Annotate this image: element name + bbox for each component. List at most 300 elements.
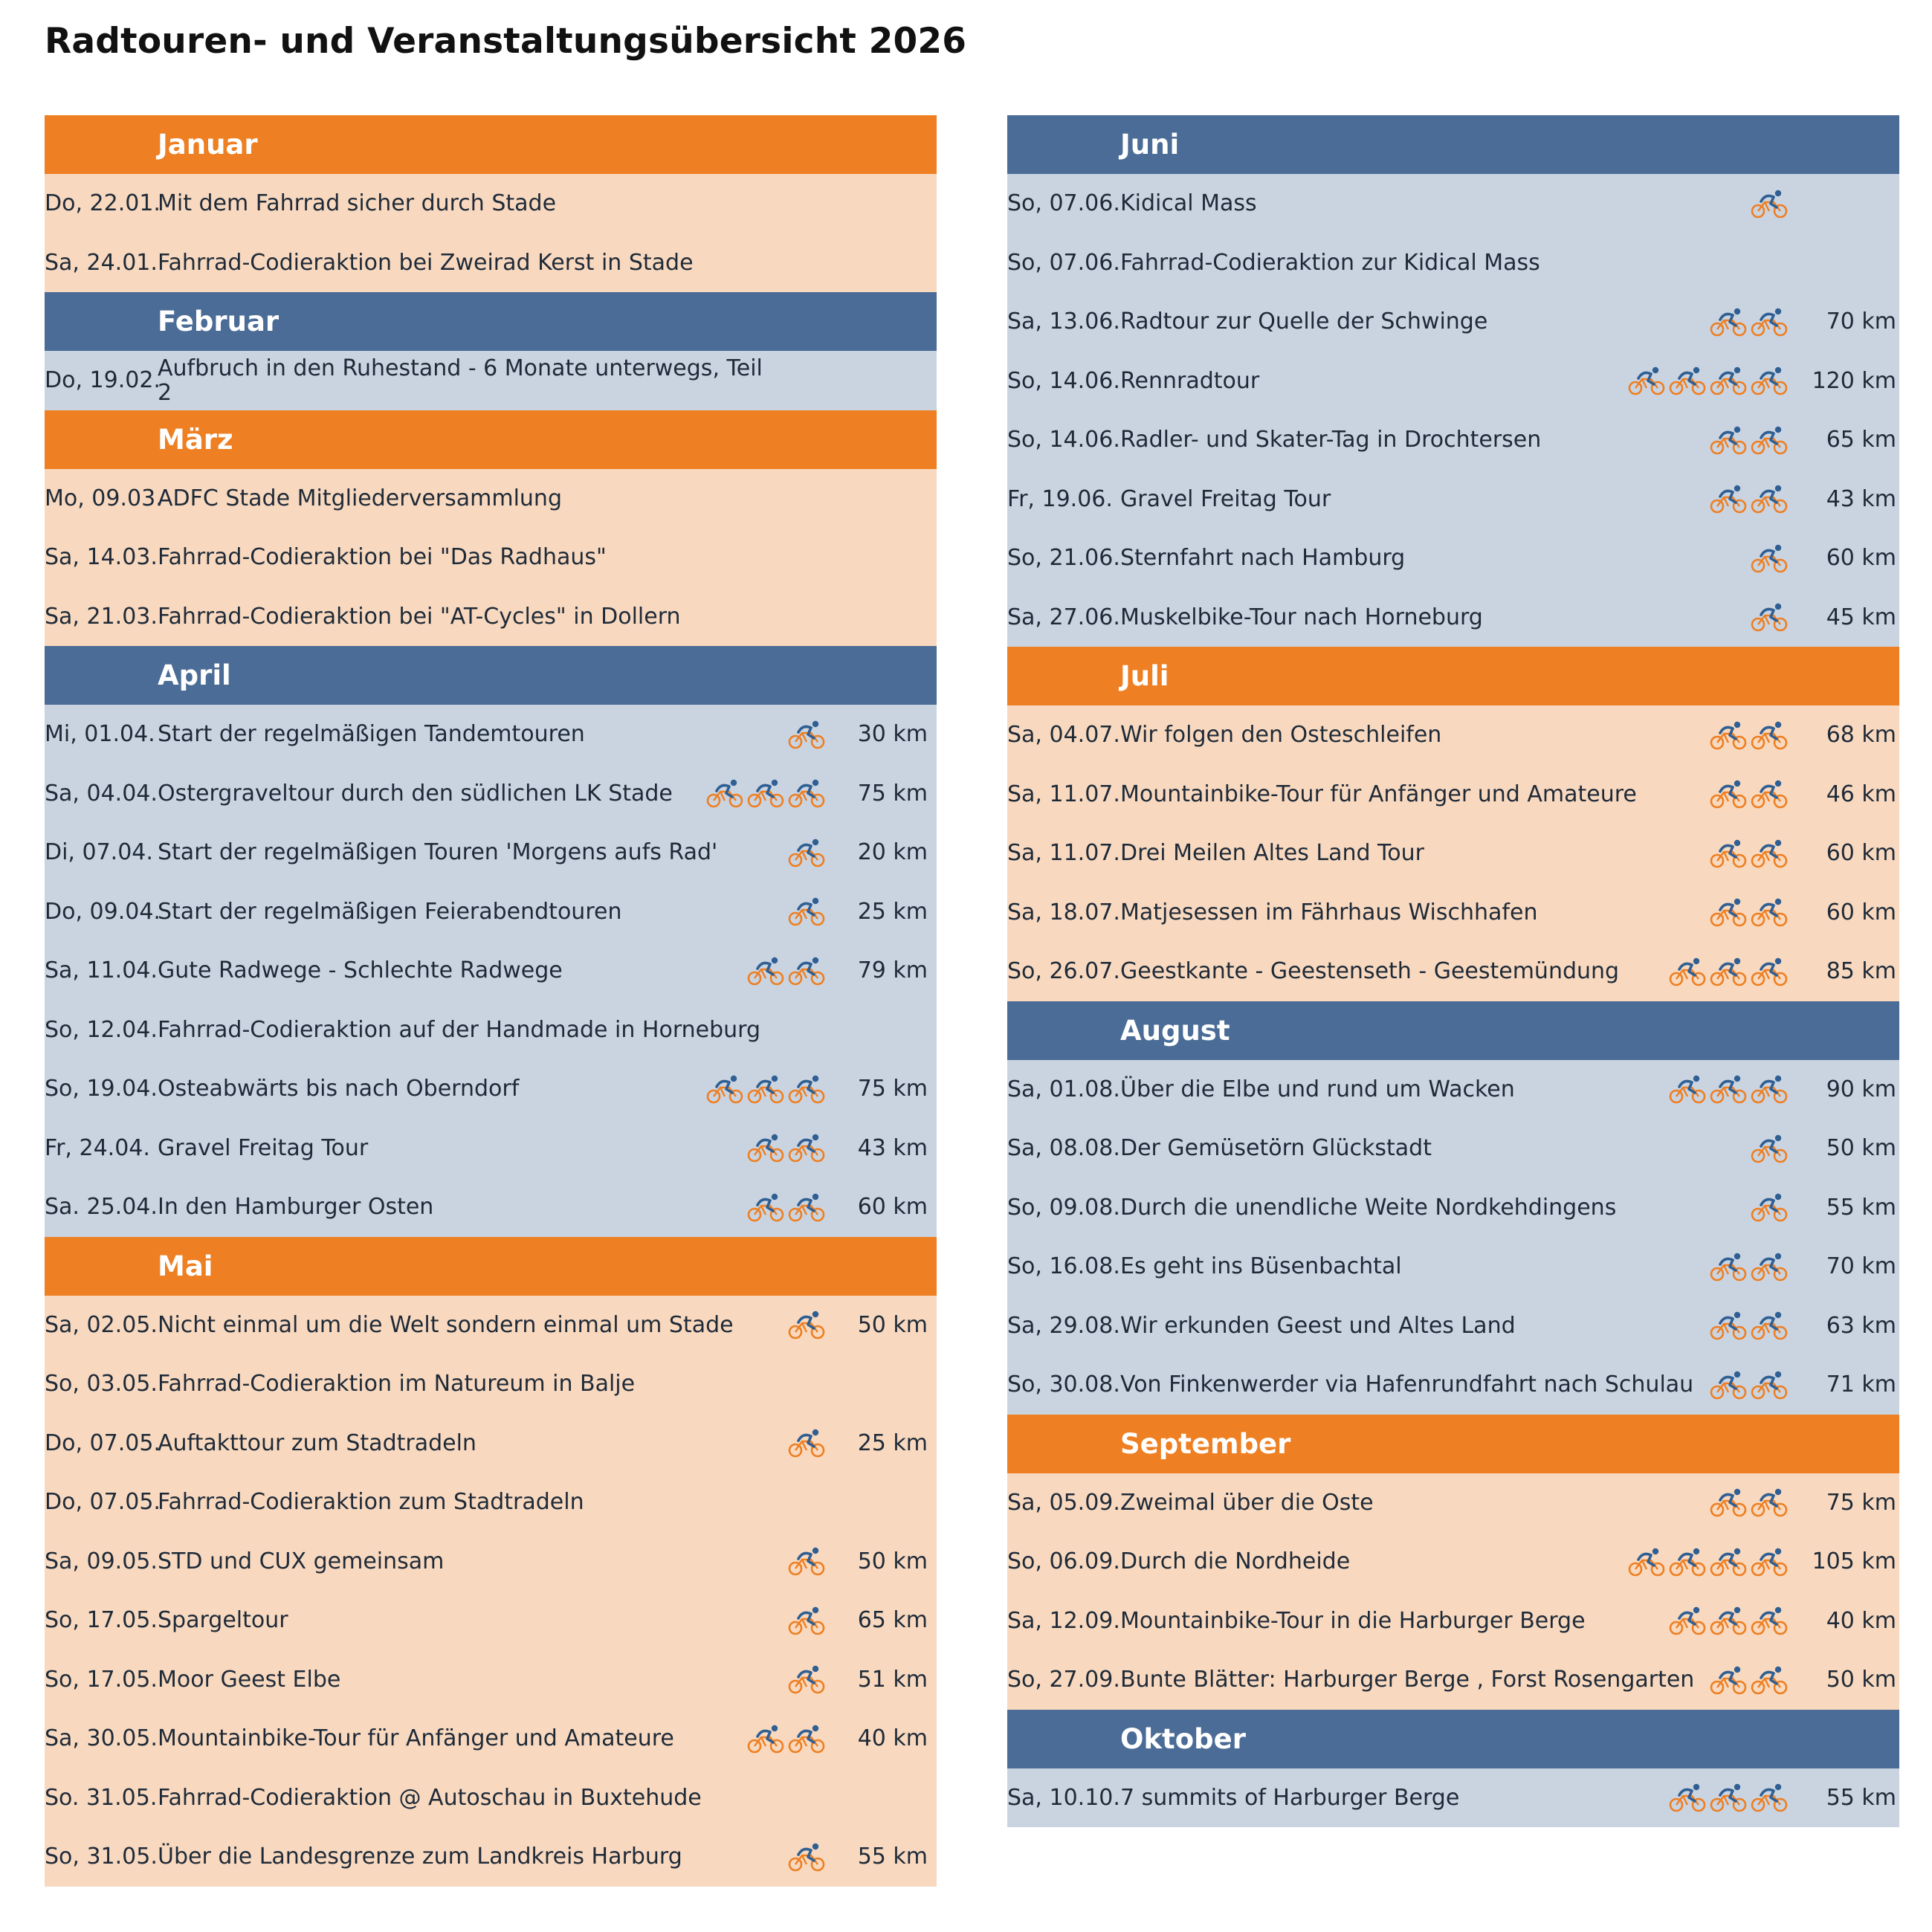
event-date: So, 14.06.	[1007, 367, 1120, 394]
difficulty-rating	[788, 1296, 825, 1355]
difficulty-rating	[1710, 824, 1788, 883]
event-title: Matjesessen im Fährhaus Wischhafen	[1120, 899, 1538, 925]
event-date: Sa, 24.01.	[45, 249, 158, 276]
event-title: In den Hamburger Osten	[158, 1194, 434, 1221]
cyclist-icon	[1710, 425, 1747, 455]
month-header: Februar	[45, 292, 937, 351]
cyclist-icon	[788, 1192, 825, 1222]
left-column	[45, 115, 937, 1887]
event-distance: 51 km	[857, 1666, 928, 1693]
event-title: Osteabwärts bis nach Oberndorf	[158, 1076, 520, 1102]
cyclist-icon	[1628, 366, 1665, 395]
difficulty-rating	[1628, 352, 1788, 411]
difficulty-rating	[788, 1650, 825, 1710]
event-distance: 40 km	[857, 1725, 928, 1752]
cyclist-icon	[1710, 839, 1747, 868]
event-row[interactable]	[1007, 233, 1899, 293]
event-date: So, 12.04.	[45, 1016, 158, 1043]
cyclist-icon	[1710, 1311, 1747, 1340]
cyclist-icon	[1751, 1487, 1788, 1517]
event-title: Fahrrad-Codieraktion im Natureum in Balje	[158, 1371, 636, 1398]
cyclist-icon	[1751, 1783, 1788, 1812]
cyclist-icon	[1710, 1252, 1747, 1282]
event-date: So, 19.04.	[45, 1076, 158, 1102]
event-title: Fahrrad-Codieraktion bei Zweirad Kerst in Stade	[158, 249, 694, 276]
event-distance: 45 km	[1826, 604, 1896, 630]
cyclist-icon	[1751, 1665, 1788, 1695]
cyclist-icon	[788, 778, 825, 808]
event-distance: 79 km	[857, 957, 928, 984]
event-title: Start der regelmäßigen Tandemtouren	[158, 721, 585, 748]
cyclist-icon	[788, 838, 825, 868]
event-date: Do, 09.04.	[45, 898, 161, 925]
difficulty-rating	[1669, 942, 1788, 1001]
event-title: Bunte Blätter: Harburger Berge , Forst Rosengarten	[1120, 1667, 1695, 1693]
cyclist-icon	[1710, 1665, 1747, 1695]
cyclist-icon	[747, 1074, 784, 1104]
event-title: Kidical Mass	[1120, 190, 1257, 217]
cyclist-icon	[706, 778, 743, 808]
event-date: Mi, 01.04.	[45, 721, 155, 748]
event-row[interactable]	[1007, 352, 1899, 411]
difficulty-rating	[788, 1414, 825, 1473]
event-title: Mountainbike-Tour in die Harburger Berge	[1120, 1607, 1586, 1634]
cyclist-icon	[1710, 1606, 1747, 1635]
event-date: So, 27.09.	[1007, 1667, 1120, 1693]
difficulty-rating	[1669, 1060, 1788, 1120]
cyclist-icon	[1751, 602, 1788, 632]
event-date: So, 14.06.	[1007, 427, 1120, 453]
cyclist-icon	[1751, 307, 1788, 337]
event-distance: 63 km	[1826, 1312, 1896, 1339]
event-row[interactable]	[1007, 410, 1899, 470]
event-date: Sa, 27.06.	[1007, 604, 1120, 630]
event-row[interactable]	[45, 1650, 937, 1710]
difficulty-rating	[1751, 529, 1788, 588]
event-date: Do, 07.05.	[45, 1429, 161, 1456]
event-row[interactable]	[45, 528, 937, 587]
page-title: Radtouren- und Veranstaltungsübersicht 2026	[45, 21, 967, 62]
event-row[interactable]	[45, 233, 937, 293]
event-date: Sa, 04.07.	[1007, 722, 1120, 749]
cyclist-icon	[1751, 366, 1788, 395]
difficulty-rating	[1710, 1473, 1788, 1533]
event-row[interactable]	[45, 1768, 937, 1828]
cyclist-icon	[1710, 1783, 1747, 1812]
difficulty-rating	[1710, 883, 1788, 943]
event-row[interactable]	[1007, 1768, 1899, 1828]
event-distance: 46 km	[1826, 781, 1896, 807]
cyclist-icon	[1669, 1547, 1706, 1577]
event-date: So, 17.05.	[45, 1666, 158, 1693]
event-row[interactable]	[45, 764, 937, 824]
difficulty-rating	[1710, 1296, 1788, 1356]
cyclist-icon	[1751, 1606, 1788, 1635]
event-row[interactable]	[45, 1532, 937, 1592]
cyclist-icon	[1628, 1547, 1665, 1577]
event-title: Gute Radwege - Schlechte Radwege	[158, 957, 563, 984]
cyclist-icon	[788, 1133, 825, 1163]
event-date: Sa, 13.06.	[1007, 308, 1120, 335]
event-date: Sa, 05.09.	[1007, 1489, 1120, 1516]
event-distance: 90 km	[1826, 1076, 1896, 1102]
event-row[interactable]	[45, 823, 937, 882]
event-distance: 50 km	[857, 1548, 928, 1574]
event-date: Do, 07.05.	[45, 1489, 161, 1516]
cyclist-icon	[788, 1074, 825, 1104]
event-date: Sa, 14.03.	[45, 544, 158, 571]
cyclist-icon	[747, 778, 784, 808]
event-date: So, 21.06.	[1007, 545, 1120, 572]
cyclist-icon	[1751, 484, 1788, 514]
cyclist-icon	[788, 720, 825, 749]
cyclist-icon	[1751, 1074, 1788, 1104]
event-row[interactable]	[45, 1059, 937, 1119]
event-row[interactable]	[45, 1709, 937, 1768]
event-row[interactable]	[45, 1177, 937, 1237]
difficulty-rating	[1710, 765, 1788, 824]
event-title: Nicht einmal um die Welt sondern einmal um Stade	[158, 1311, 734, 1338]
event-date: So, 17.05.	[45, 1607, 158, 1634]
cyclist-icon	[1751, 1370, 1788, 1400]
event-row[interactable]	[45, 1354, 937, 1414]
event-distance: 55 km	[857, 1844, 928, 1870]
event-title: Radler- und Skater-Tag in Drochtersen	[1120, 427, 1542, 453]
event-title: 7 summits of Harburger Berge	[1120, 1784, 1460, 1811]
event-distance: 70 km	[1826, 1253, 1896, 1280]
event-distance: 60 km	[1826, 840, 1896, 867]
event-row[interactable]	[1007, 1178, 1899, 1238]
event-date: Sa, 30.05.	[45, 1725, 158, 1752]
event-title: Es geht ins Büsenbachtal	[1120, 1253, 1402, 1280]
month-header: Mai	[45, 1237, 937, 1296]
event-distance: 85 km	[1826, 958, 1896, 985]
event-date: Sa, 08.08.	[1007, 1135, 1120, 1162]
event-distance: 105 km	[1812, 1548, 1896, 1575]
event-title: Gravel Freitag Tour	[158, 1134, 369, 1161]
event-title: Start der regelmäßigen Feierabendtouren	[158, 898, 622, 925]
event-title: Moor Geest Elbe	[158, 1666, 341, 1693]
difficulty-rating	[747, 1119, 825, 1178]
event-title: Auftakttour zum Stadtradeln	[158, 1429, 476, 1456]
event-date: Sa, 11.07.	[1007, 840, 1120, 867]
cyclist-icon	[1751, 720, 1788, 750]
event-distance: 71 km	[1826, 1372, 1896, 1398]
event-row[interactable]	[1007, 1355, 1899, 1415]
event-title: Aufbruch in den Ruhestand - 6 Monate unterwegs, Teil 2	[158, 355, 763, 406]
cyclist-icon	[747, 956, 784, 986]
event-date: Fr, 19.06.	[1007, 485, 1113, 512]
difficulty-rating	[788, 882, 825, 942]
event-distance: 75 km	[1826, 1489, 1896, 1516]
event-distance: 50 km	[857, 1311, 928, 1338]
difficulty-rating	[1751, 1119, 1788, 1178]
event-title: Spargeltour	[158, 1607, 288, 1634]
event-date: Mo, 09.03.	[45, 485, 163, 511]
cyclist-icon	[1710, 366, 1747, 395]
event-row[interactable]	[1007, 824, 1899, 883]
cyclist-icon	[1669, 1783, 1706, 1812]
difficulty-rating	[1710, 292, 1788, 352]
difficulty-rating	[788, 823, 825, 882]
difficulty-rating	[747, 941, 825, 1001]
event-distance: 40 km	[1826, 1607, 1896, 1634]
difficulty-rating	[1710, 1355, 1788, 1415]
event-title: ADFC Stade Mitgliederversammlung	[158, 485, 562, 511]
event-title: STD und CUX gemeinsam	[158, 1548, 445, 1574]
event-row[interactable]	[45, 174, 937, 233]
event-row[interactable]	[45, 1119, 937, 1178]
event-title: Über die Elbe und rund um Wacken	[1120, 1076, 1515, 1102]
event-date: Sa, 02.05.	[45, 1311, 158, 1338]
difficulty-rating	[747, 1709, 825, 1768]
event-distance: 70 km	[1826, 308, 1896, 335]
event-date: So, 07.06.	[1007, 190, 1120, 217]
event-row[interactable]	[1007, 1592, 1899, 1651]
cyclist-icon	[1751, 897, 1788, 927]
cyclist-icon	[788, 1842, 825, 1872]
difficulty-rating	[747, 1177, 825, 1237]
event-row[interactable]	[1007, 1532, 1899, 1592]
event-row[interactable]	[45, 882, 937, 942]
cyclist-icon	[1710, 897, 1747, 927]
cyclist-icon	[747, 1724, 784, 1754]
cyclist-icon	[788, 1546, 825, 1576]
event-row[interactable]	[1007, 588, 1899, 647]
cyclist-icon	[1751, 839, 1788, 868]
cyclist-icon	[1710, 1547, 1747, 1577]
event-date: So, 31.05.	[45, 1844, 158, 1870]
event-distance: 25 km	[857, 898, 928, 925]
event-distance: 60 km	[857, 1194, 928, 1221]
event-title: Fahrrad-Codieraktion auf der Handmade in Horneburg	[158, 1016, 761, 1043]
month-header: Juli	[1007, 647, 1899, 705]
event-title: Radtour zur Quelle der Schwinge	[1120, 308, 1488, 335]
event-distance: 65 km	[857, 1607, 928, 1634]
difficulty-rating	[788, 705, 825, 764]
event-title: Durch die unendliche Weite Nordkehdingens	[1120, 1194, 1617, 1221]
event-row[interactable]	[45, 1827, 937, 1887]
difficulty-rating	[1710, 410, 1788, 470]
event-row[interactable]	[45, 1296, 937, 1355]
event-distance: 120 km	[1812, 367, 1896, 394]
event-date: So, 30.08.	[1007, 1372, 1120, 1398]
event-date: So, 26.07.	[1007, 958, 1120, 985]
cyclist-icon	[788, 896, 825, 926]
difficulty-rating	[1751, 1178, 1788, 1238]
difficulty-rating	[1669, 1768, 1788, 1828]
cyclist-icon	[1710, 1074, 1747, 1104]
month-header: März	[45, 410, 937, 469]
event-title: Durch die Nordheide	[1120, 1548, 1351, 1575]
event-distance: 20 km	[857, 839, 928, 866]
event-row[interactable]	[45, 1001, 937, 1060]
cyclist-icon	[1669, 1074, 1706, 1104]
event-row[interactable]	[1007, 765, 1899, 824]
event-title: Über die Landesgrenze zum Landkreis Harburg	[158, 1844, 682, 1870]
difficulty-rating	[788, 1827, 825, 1887]
event-date: Sa, 10.10.	[1007, 1784, 1120, 1811]
cyclist-icon	[788, 1724, 825, 1754]
cyclist-icon	[788, 1310, 825, 1340]
difficulty-rating	[1669, 1592, 1788, 1651]
right-column	[1007, 115, 1899, 1827]
event-row[interactable]	[45, 941, 937, 1001]
event-date: Sa. 25.04.	[45, 1194, 158, 1221]
event-row[interactable]	[1007, 292, 1899, 352]
cyclist-icon	[1751, 1252, 1788, 1282]
event-row[interactable]	[1007, 470, 1899, 529]
difficulty-rating	[1628, 1532, 1788, 1592]
difficulty-rating	[1710, 1237, 1788, 1296]
event-title: Rennradtour	[1120, 367, 1260, 394]
event-title: Mountainbike-Tour für Anfänger und Amateure	[158, 1725, 674, 1752]
cyclist-icon	[1751, 1134, 1788, 1163]
difficulty-rating	[1710, 470, 1788, 529]
event-date: So, 09.08.	[1007, 1194, 1120, 1221]
event-row[interactable]	[45, 1591, 937, 1650]
difficulty-rating	[1751, 174, 1788, 233]
difficulty-rating	[1710, 705, 1788, 765]
event-row[interactable]	[45, 705, 937, 764]
difficulty-rating	[706, 764, 825, 824]
event-distance: 75 km	[857, 1076, 928, 1102]
event-distance: 68 km	[1826, 722, 1896, 749]
event-title: Mountainbike-Tour für Anfänger und Amateure	[1120, 781, 1637, 807]
event-title: Geestkante - Geestenseth - Geestemündung	[1120, 958, 1620, 985]
event-date: Do, 19.02.	[45, 367, 161, 394]
event-title: Muskelbike-Tour nach Horneburg	[1120, 604, 1483, 630]
event-row[interactable]	[45, 1473, 937, 1532]
event-distance: 75 km	[857, 780, 928, 807]
event-row[interactable]	[45, 351, 937, 410]
cyclist-icon	[706, 1074, 743, 1104]
event-title: Fahrrad-Codieraktion bei "AT-Cycles" in Dollern	[158, 603, 681, 630]
cyclist-icon	[788, 1664, 825, 1694]
event-date: So, 03.05.	[45, 1371, 158, 1398]
cyclist-icon	[1710, 1487, 1747, 1517]
cyclist-icon	[1751, 1192, 1788, 1222]
event-row[interactable]	[45, 1414, 937, 1473]
cyclist-icon	[1751, 1547, 1788, 1577]
event-date: Di, 07.04.	[45, 839, 153, 866]
event-distance: 30 km	[857, 721, 928, 748]
event-title: Der Gemüsetörn Glückstadt	[1120, 1135, 1432, 1162]
event-title: Fahrrad-Codieraktion @ Autoschau in Buxtehude	[158, 1784, 702, 1811]
cyclist-icon	[1751, 425, 1788, 455]
event-row[interactable]	[1007, 705, 1899, 765]
event-distance: 50 km	[1826, 1667, 1896, 1693]
event-date: Sa, 12.09.	[1007, 1607, 1120, 1634]
event-date: So, 07.06.	[1007, 249, 1120, 276]
event-row[interactable]	[1007, 942, 1899, 1001]
event-row[interactable]	[45, 469, 937, 529]
event-date: Sa, 04.04.	[45, 780, 158, 807]
month-header: Juni	[1007, 115, 1899, 174]
event-date: So, 06.09.	[1007, 1548, 1120, 1575]
event-title: Fahrrad-Codieraktion zum Stadtradeln	[158, 1489, 584, 1516]
event-row[interactable]	[1007, 174, 1899, 233]
event-title: Drei Meilen Altes Land Tour	[1120, 840, 1424, 867]
cyclist-icon	[1751, 543, 1788, 573]
difficulty-rating	[706, 1059, 825, 1119]
cyclist-icon	[1710, 484, 1747, 514]
cyclist-icon	[1669, 957, 1706, 986]
cyclist-icon	[788, 956, 825, 986]
event-row[interactable]	[1007, 1650, 1899, 1710]
event-distance: 43 km	[1826, 485, 1896, 512]
cyclist-icon	[1669, 1606, 1706, 1635]
event-title: Zweimal über die Oste	[1120, 1489, 1374, 1516]
cyclist-icon	[1710, 957, 1747, 986]
cyclist-icon	[1710, 720, 1747, 750]
event-row[interactable]	[1007, 1296, 1899, 1356]
event-date: Sa, 18.07.	[1007, 899, 1120, 925]
difficulty-rating	[1751, 588, 1788, 647]
cyclist-icon	[1751, 189, 1788, 219]
month-header: Januar	[45, 115, 937, 174]
event-date: So. 31.05.	[45, 1784, 158, 1811]
event-row[interactable]	[1007, 529, 1899, 588]
month-header: Oktober	[1007, 1710, 1899, 1768]
event-title: Wir folgen den Osteschleifen	[1120, 722, 1442, 749]
event-row[interactable]	[1007, 1237, 1899, 1296]
event-title: Wir erkunden Geest und Altes Land	[1120, 1312, 1516, 1339]
event-title: Gravel Freitag Tour	[1120, 485, 1331, 512]
event-title: Fahrrad-Codieraktion zur Kidical Mass	[1120, 249, 1540, 276]
cyclist-icon	[1751, 957, 1788, 986]
event-title: Sternfahrt nach Hamburg	[1120, 545, 1406, 572]
event-row[interactable]	[1007, 883, 1899, 943]
cyclist-icon	[788, 1428, 825, 1458]
event-distance: 25 km	[857, 1429, 928, 1456]
event-distance: 55 km	[1826, 1194, 1896, 1221]
cyclist-icon	[1710, 1370, 1747, 1400]
event-date: Sa, 09.05.	[45, 1548, 158, 1574]
event-title: Start der regelmäßigen Touren 'Morgens aufs Rad'	[158, 839, 718, 866]
cyclist-icon	[1669, 366, 1706, 395]
event-title: Fahrrad-Codieraktion bei "Das Radhaus"	[158, 544, 607, 571]
cyclist-icon	[1751, 779, 1788, 809]
event-title: Ostergraveltour durch den südlichen LK Stade	[158, 780, 673, 807]
event-date: Sa, 29.08.	[1007, 1312, 1120, 1339]
month-header: August	[1007, 1001, 1899, 1060]
event-row[interactable]	[1007, 1119, 1899, 1178]
event-row[interactable]	[45, 587, 937, 647]
event-distance: 50 km	[1826, 1135, 1896, 1162]
event-title: Mit dem Fahrrad sicher durch Stade	[158, 190, 557, 217]
event-date: Do, 22.01.	[45, 190, 161, 217]
event-date: Sa, 11.07.	[1007, 781, 1120, 807]
event-distance: 60 km	[1826, 545, 1896, 572]
cyclist-icon	[788, 1606, 825, 1635]
difficulty-rating	[788, 1532, 825, 1592]
event-date: Fr, 24.04.	[45, 1134, 150, 1161]
month-header: April	[45, 646, 937, 705]
event-date: Sa, 01.08.	[1007, 1076, 1120, 1102]
cyclist-icon	[747, 1192, 784, 1222]
cyclist-icon	[1710, 779, 1747, 809]
cyclist-icon	[747, 1133, 784, 1163]
difficulty-rating	[1710, 1650, 1788, 1710]
event-row[interactable]	[1007, 1060, 1899, 1120]
cyclist-icon	[1710, 307, 1747, 337]
event-row[interactable]	[1007, 1473, 1899, 1533]
event-distance: 60 km	[1826, 899, 1896, 925]
event-date: So, 16.08.	[1007, 1253, 1120, 1280]
event-distance: 55 km	[1826, 1784, 1896, 1811]
month-header: September	[1007, 1415, 1899, 1473]
